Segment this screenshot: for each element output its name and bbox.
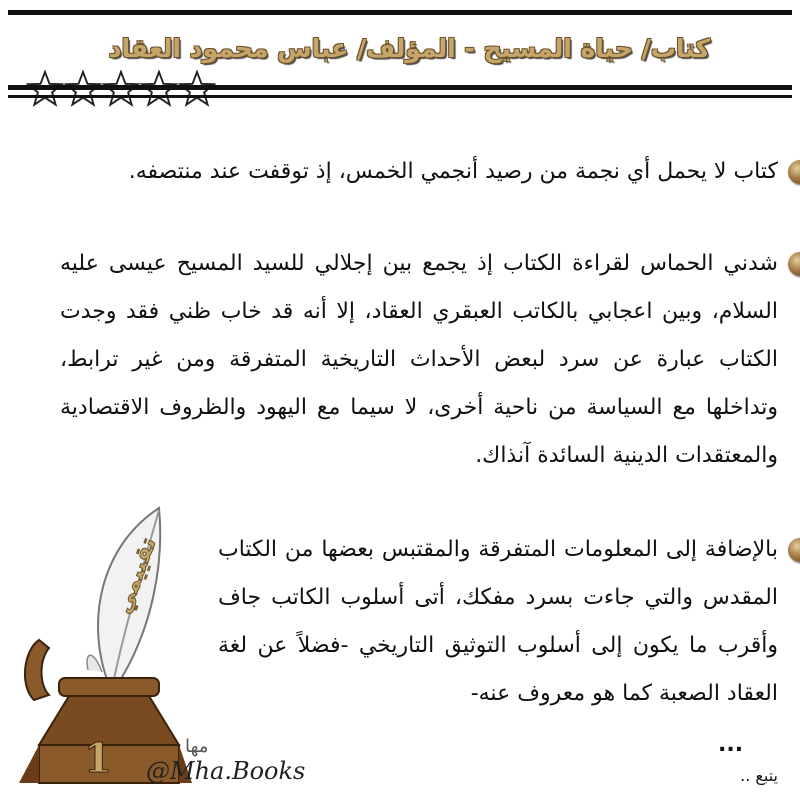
rating-number: 1	[84, 735, 112, 782]
ellipsis: ...	[718, 732, 744, 757]
top-border-line	[8, 10, 792, 15]
bullet-icon	[788, 538, 800, 562]
page-title: كتاب/ حياة المسيح - المؤلف/ عباس محمود العقاد	[108, 34, 710, 63]
header-divider-thin	[8, 95, 792, 98]
header-divider	[8, 85, 792, 90]
quill-inkpot-badge	[14, 500, 194, 790]
to-be-continued: يتبع ..	[740, 766, 778, 785]
author-handle: @Mha.Books	[146, 757, 306, 785]
review-paragraph-2	[60, 240, 778, 480]
review-paragraph-3	[218, 526, 778, 718]
rating-label: تقييمي	[111, 534, 162, 618]
paragraph-text: بالإضافة إلى المعلومات المتفرقة والمقتبس بعضها من الكتاب المقدس والتي جاءت بسرد مفكك، أتى أسلوب الكاتب جاف وأقرب ما يكون إلى أسلوب التوثيق التاريخي -فضلاً عن لغة العقاد الصعبة كما هو معروف عنه-	[218, 537, 778, 706]
bullet-icon	[788, 252, 800, 276]
signature: مها	[185, 736, 209, 757]
paragraph-text: شدني الحماس لقراءة الكتاب إذ يجمع بين إجلالي للسيد المسيح عيسى عليه السلام، وبين اعجابي بالكاتب العبقري العقاد، إلا أنه قد خاب ظني فقد وجدت الكتاب عبارة عن سرد لبعض الأحداث التاريخية المتفرقة ومن غير ترابط، وتداخلها مع السياسة من ناحية أخرى، لا سيما مع اليهود والظروف الاقتصادية والمعتقدات الدينية السائدة آنذاك.	[60, 251, 778, 468]
paragraph-text: كتاب لا يحمل أي نجمة من رصيد أنجمي الخمس، إذ توقفت عند منتصفه.	[128, 159, 778, 184]
review-paragraph-1	[60, 148, 778, 196]
bullet-icon	[788, 160, 800, 184]
